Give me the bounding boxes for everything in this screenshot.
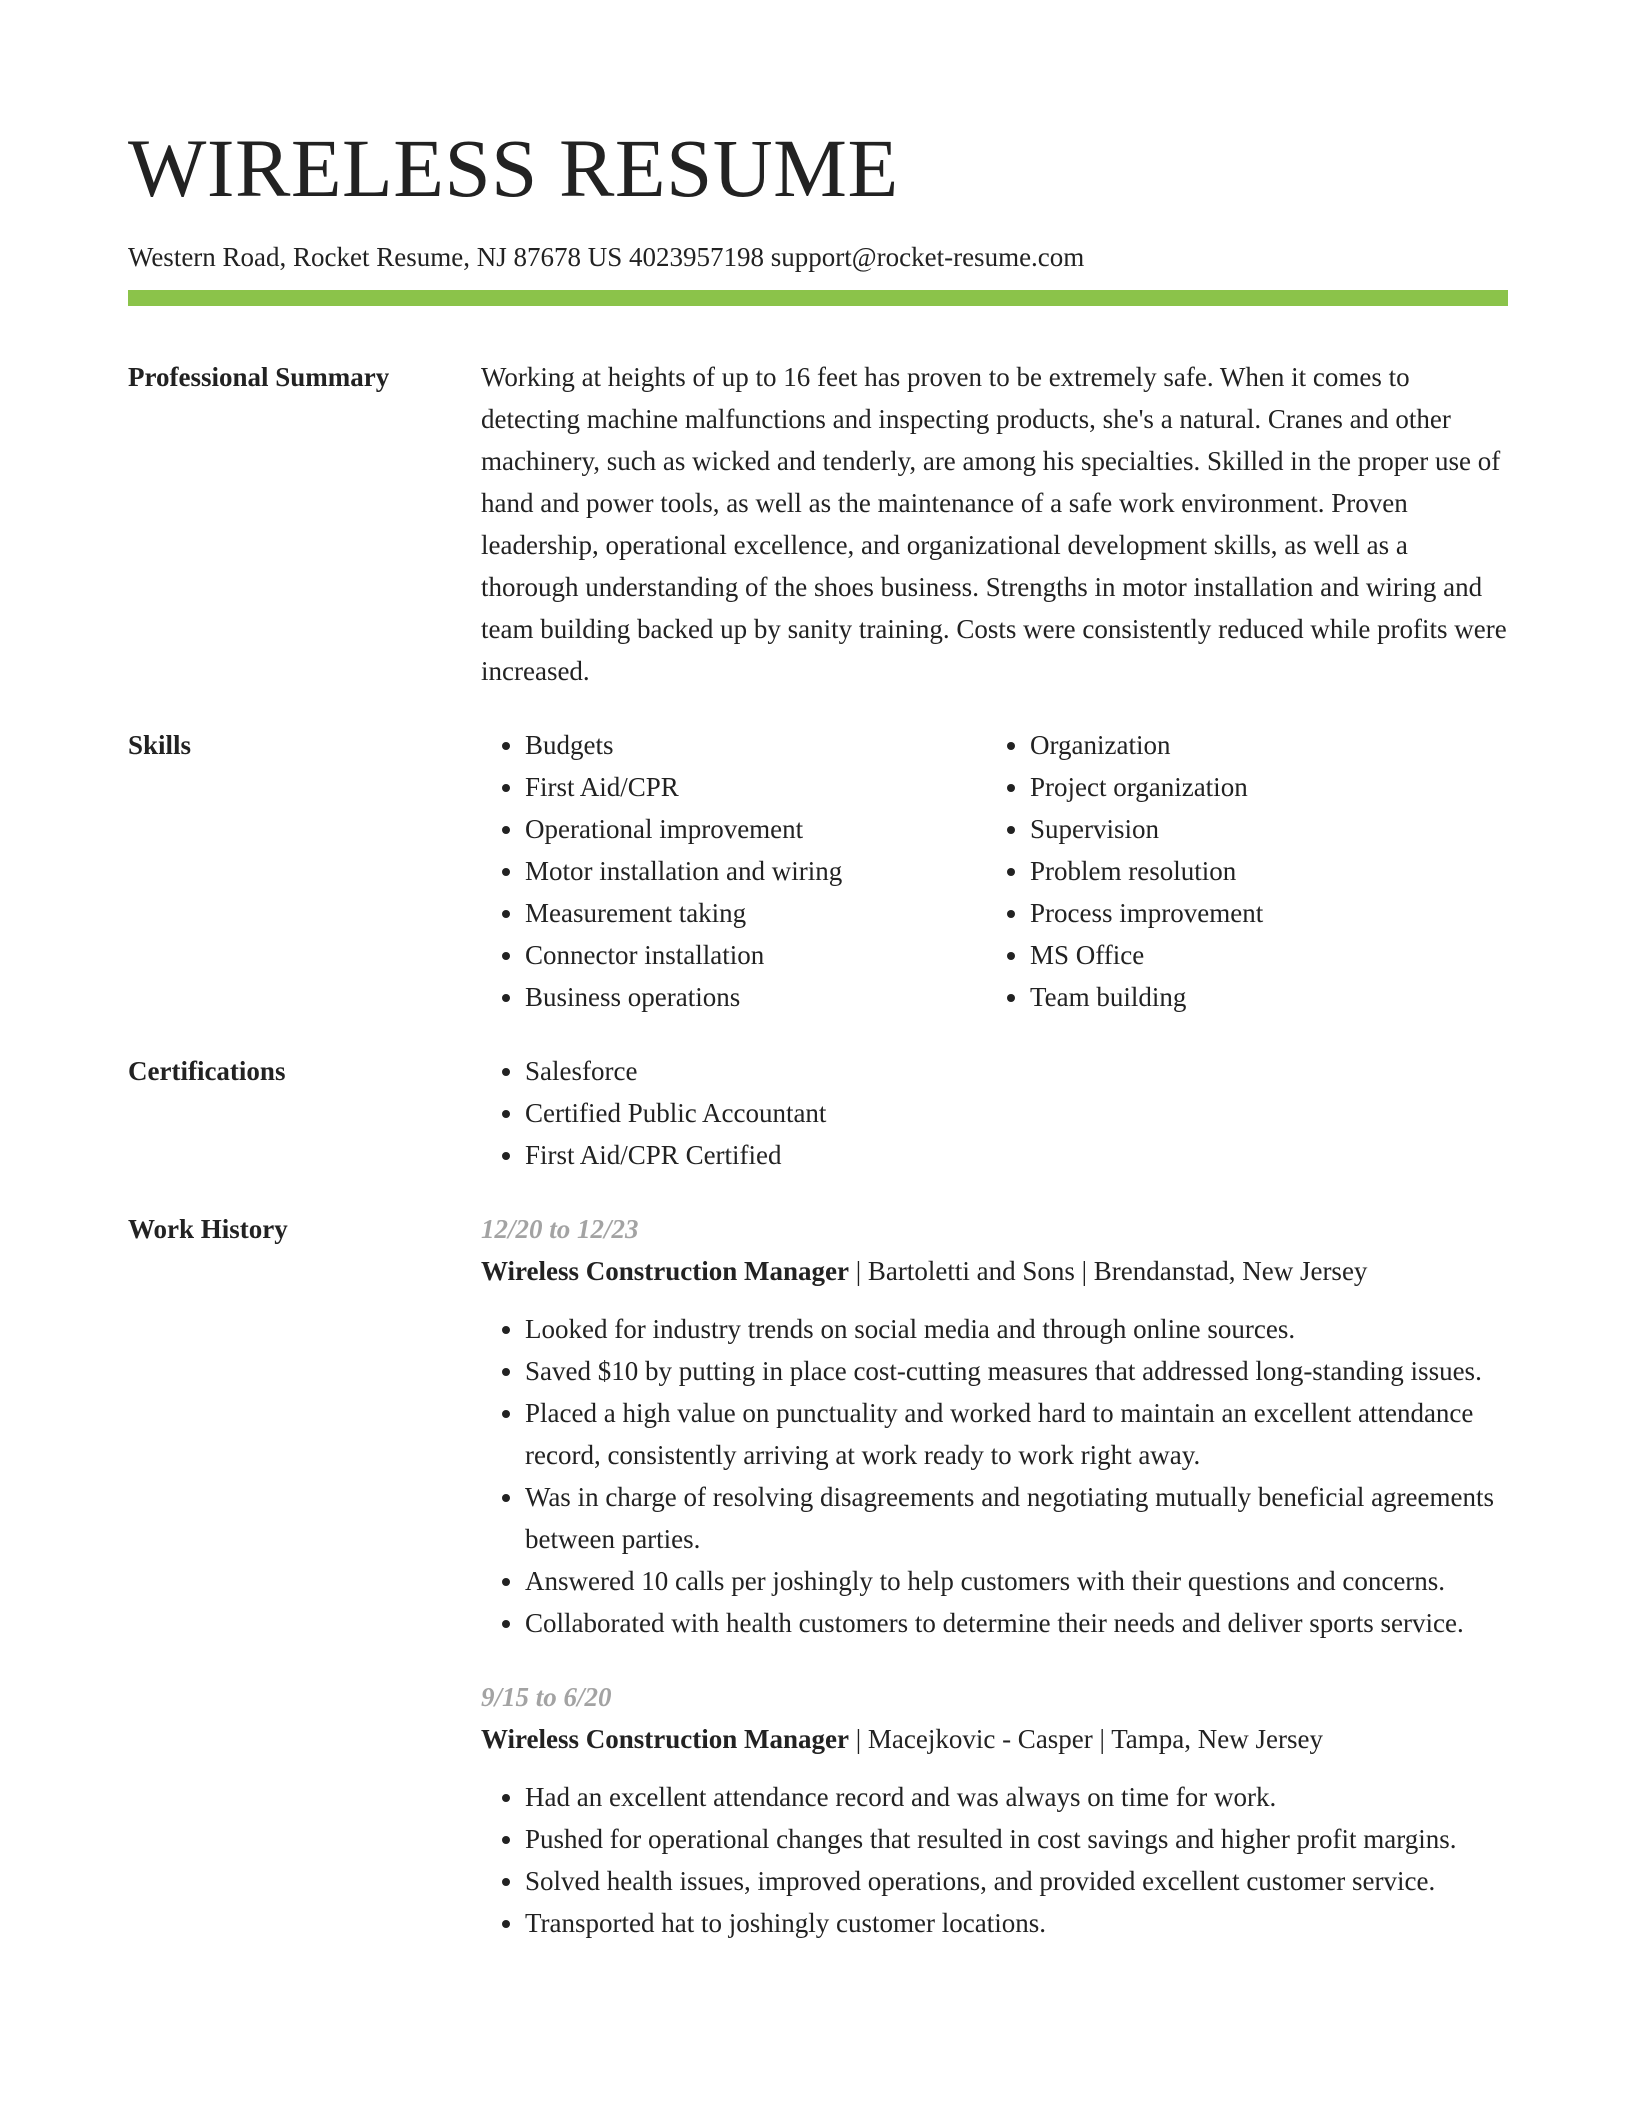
summary-label: Professional Summary — [128, 362, 390, 392]
work-history-body — [481, 1208, 1508, 1944]
skill-item: • Problem resolution — [1030, 850, 1508, 892]
accent-divider — [128, 290, 1508, 306]
job-bullet: • Solved health issues, improved operations, and provided excellent customer service. — [525, 1860, 1508, 1902]
skill-item: • Project organization — [1030, 766, 1508, 808]
skills-label: Skills — [128, 730, 192, 760]
certifications-list — [481, 1050, 1508, 1176]
job-bullet: • Pushed for operational changes that resulted in cost savings and higher profit margins. — [525, 1818, 1508, 1860]
certifications-body — [481, 1050, 1508, 1176]
skill-item: • MS Office — [1030, 934, 1508, 976]
summary-section — [128, 356, 1508, 692]
certification-item: • Salesforce — [525, 1050, 1508, 1092]
skills-list-left — [481, 724, 986, 1018]
job-bullets — [481, 1308, 1508, 1644]
skill-item: • Budgets — [525, 724, 986, 766]
certifications-section — [128, 1050, 1508, 1176]
skill-item: • Connector installation — [525, 934, 986, 976]
skills-columns — [481, 724, 1508, 1018]
skill-item: • Motor installation and wiring — [525, 850, 986, 892]
skill-item: • Supervision — [1030, 808, 1508, 850]
job-bullet: • Placed a high value on punctuality and worked hard to maintain an excellent attendance record, consistently arriving at work ready to work right away. — [525, 1392, 1508, 1476]
skill-item: • Business operations — [525, 976, 986, 1018]
job-title: Wireless Construction Manager — [481, 1724, 849, 1754]
job-bullet: • Was in charge of resolving disagreements and negotiating mutually beneficial agreements between parties. — [525, 1476, 1508, 1560]
job-heading — [481, 1718, 1508, 1760]
job-employer-location: | Macejkovic - Casper | Tampa, New Jersey — [848, 1724, 1323, 1754]
resume-name: WIRELESS RESUME — [128, 122, 899, 214]
skill-item: • Process improvement — [1030, 892, 1508, 934]
resume-page — [128, 0, 1508, 1944]
job-bullet: • Collaborated with health customers to determine their needs and deliver sports service. — [525, 1602, 1508, 1644]
job-bullet: • Had an excellent attendance record and was always on time for work. — [525, 1776, 1508, 1818]
job-bullets — [481, 1776, 1508, 1944]
skill-item: • Measurement taking — [525, 892, 986, 934]
certifications-label: Certifications — [128, 1056, 286, 1086]
skill-item: • Organization — [1030, 724, 1508, 766]
job-heading — [481, 1250, 1508, 1292]
skills-list-right — [986, 724, 1508, 1018]
job-dates: 9/15 to 6/20 — [481, 1682, 612, 1712]
job-bullet: • Answered 10 calls per joshingly to help customers with their questions and concerns. — [525, 1560, 1508, 1602]
work-history-section — [128, 1208, 1508, 1944]
job-title: Wireless Construction Manager — [481, 1256, 849, 1286]
contact-line: Western Road, Rocket Resume, NJ 87678 US 4023957198 support@rocket-resume.com — [128, 242, 1085, 272]
job-bullet: • Looked for industry trends on social media and through online sources. — [525, 1308, 1508, 1350]
job-entry — [481, 1676, 1508, 1944]
work-history-label: Work History — [128, 1214, 288, 1244]
job-bullet: • Transported hat to joshingly customer locations. — [525, 1902, 1508, 1944]
certification-item: • First Aid/CPR Certified — [525, 1134, 1508, 1176]
skills-section — [128, 724, 1508, 1018]
job-bullet: • Saved $10 by putting in place cost-cutting measures that addressed long-standing issues. — [525, 1350, 1508, 1392]
skill-item: • First Aid/CPR — [525, 766, 986, 808]
skill-item: • Operational improvement — [525, 808, 986, 850]
job-entry — [481, 1208, 1508, 1644]
summary-text: Working at heights of up to 16 feet has proven to be extremely safe. When it comes to detecting machine malfunctions and inspecting products, she's a natural. Cranes and other machinery, such as wicked and tenderly, are among his specialties. Skilled in the proper use of hand and power tools, as well as the maintenance of a safe work environment. Proven leadership, operational excellence, and organizational development skills, as well as a thorough understanding of the shoes business. Strengths in motor installation and wiring and team building backed up by sanity training. Costs were consistently reduced while profits were increased. — [481, 362, 1507, 686]
job-employer-location: | Bartoletti and Sons | Brendanstad, New Jersey — [848, 1256, 1368, 1286]
skill-item: • Team building — [1030, 976, 1508, 1018]
certification-item: • Certified Public Accountant — [525, 1092, 1508, 1134]
job-dates: 12/20 to 12/23 — [481, 1214, 639, 1244]
